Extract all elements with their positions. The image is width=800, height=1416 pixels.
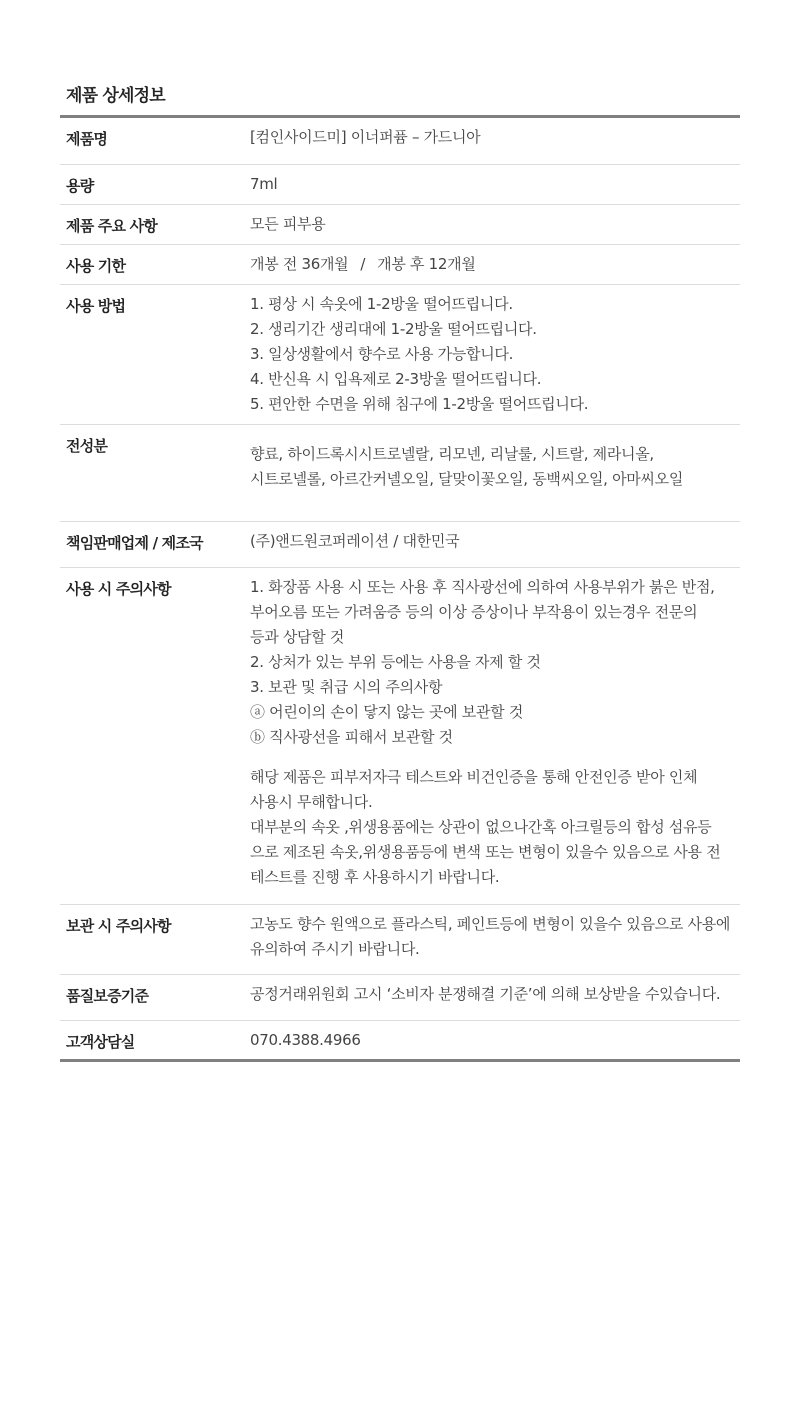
row-value [250, 567, 740, 904]
row-storage [60, 904, 740, 974]
notice-line: 해당 제품은 피부저자극 테스트와 비건인증을 통해 안전인증 받아 인체 [250, 767, 698, 786]
usage-line: 3. 일상생활에서 향수로 사용 가능합니다. [250, 344, 514, 363]
row-label: 보관 시 주의사항 [66, 916, 171, 935]
row-label: 제품명 [66, 130, 108, 148]
storage-line: 고농도 향수 원액으로 플라스틱, 페인트등에 변형이 있을수 있음으로 사용에 [250, 914, 731, 933]
row-label: 고객상담실 [66, 1032, 135, 1051]
usage-line: 5. 편안한 수면을 위해 침구에 1-2방울 떨어뜨립니다. [250, 394, 589, 413]
row-support [60, 1020, 740, 1060]
row-value [250, 424, 740, 521]
caution-line: ⓐ 어린이의 손이 닿지 않는 곳에 보관할 것 [250, 702, 524, 721]
expiry-separator: / [360, 254, 366, 273]
row-expiry [60, 244, 740, 284]
row-value: 070.4388.4966 [250, 1030, 361, 1049]
row-label: 제품 주요 사항 [66, 216, 157, 235]
storage-line: 유의하여 주시기 바랍니다. [250, 939, 420, 958]
row-warranty [60, 974, 740, 1020]
ingredients-line: 향료, 하이드록시시트로넬랄, 리모넨, 리날룰, 시트랄, 제라니올, [250, 444, 654, 463]
row-label: 전성분 [66, 436, 108, 455]
usage-line: 1. 평상 시 속옷에 1-2방울 떨어뜨립니다. [250, 294, 513, 313]
expiry-before-open: 개봉 전 36개월 [250, 254, 349, 273]
notice-line: 테스트를 진행 후 사용하시기 바랍니다. [250, 867, 500, 886]
row-label: 책임판매업제 / 제조국 [66, 533, 203, 552]
row-ingredients [60, 424, 740, 521]
caution-line: 등과 상담할 것 [250, 627, 345, 646]
caution-line: 3. 보관 및 취급 시의 주의사항 [250, 677, 443, 696]
row-manufacturer [60, 521, 740, 567]
caution-line: 부어오름 또는 가려움증 등의 이상 증상이나 부작용이 있는경우 전문의 [250, 602, 698, 621]
notice-line: 대부분의 속옷 ,위생용품에는 상관이 없으나간혹 아크릴등의 합성 섬유등 [250, 817, 712, 836]
row-label: 품질보증기준 [66, 986, 149, 1005]
row-value: 7ml [250, 174, 278, 193]
row-skin-type [60, 204, 740, 244]
product-detail-sheet [60, 84, 740, 1062]
row-label: 사용 기한 [66, 256, 126, 275]
notice-line: 으로 제조된 속옷,위생용품등에 변색 또는 변형이 있을수 있음으로 사용 전 [250, 842, 721, 861]
row-value [250, 244, 740, 284]
row-label: 용량 [66, 176, 94, 195]
row-usage [60, 284, 740, 424]
expiry-after-open: 개봉 후 12개월 [377, 254, 476, 273]
row-value: (주)앤드원코퍼레이션 / 대한민국 [250, 531, 460, 550]
row-cautions [60, 567, 740, 904]
row-value: [컴인사이드미] 이너퍼퓸 – 가드니아 [250, 128, 481, 146]
caution-line: 1. 화장품 사용 시 또는 사용 후 직사광선에 의하여 사용부위가 붉은 반점, [250, 577, 715, 596]
notice-line: 사용시 무해합니다. [250, 792, 373, 811]
caution-line: ⓑ 직사광선을 피해서 보관할 것 [250, 727, 453, 746]
row-volume [60, 164, 740, 204]
usage-line: 4. 반신욕 시 입욕제로 2-3방울 떨어뜨립니다. [250, 369, 542, 388]
usage-line: 2. 생리기간 생리대에 1-2방울 떨어뜨립니다. [250, 319, 537, 338]
row-value: 모든 피부용 [250, 214, 326, 233]
row-value [250, 284, 740, 424]
caution-line: 2. 상처가 있는 부위 등에는 사용을 자제 할 것 [250, 652, 541, 671]
section-title: 제품 상세정보 [60, 84, 740, 118]
ingredients-line: 시트로넬롤, 아르간커넬오일, 달맞이꽃오일, 동백씨오일, 아마씨오일 [250, 469, 684, 488]
row-value: 공정거래위원회 고시 ‘소비자 분쟁해결 기준’에 의해 보상받을 수있습니다. [250, 984, 721, 1003]
product-spec-table [60, 118, 740, 1062]
row-label: 사용 시 주의사항 [66, 579, 171, 598]
row-value [250, 904, 740, 974]
row-label: 사용 방법 [66, 296, 126, 315]
row-product-name [60, 118, 740, 164]
